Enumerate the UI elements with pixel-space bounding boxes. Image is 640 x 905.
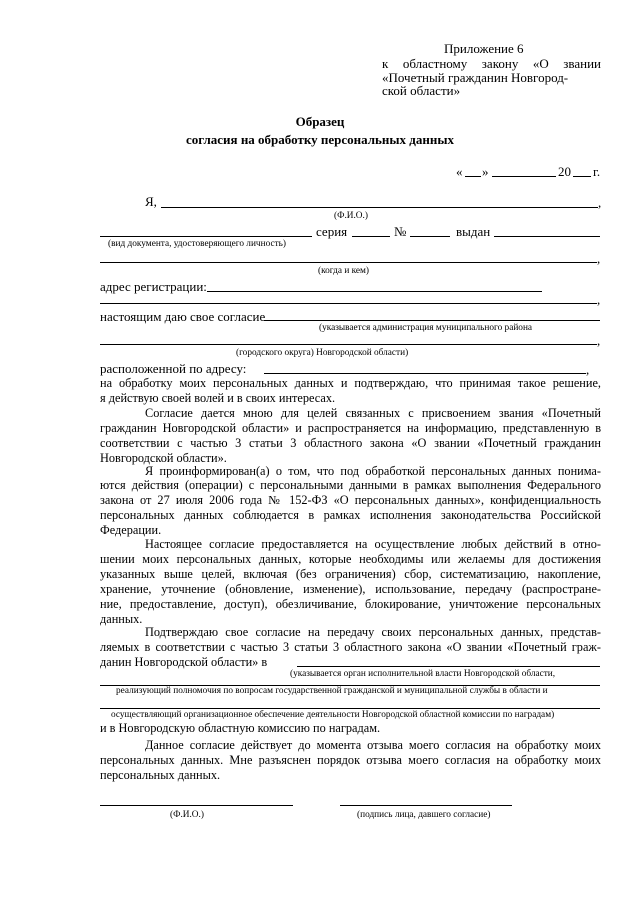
administration-caption: (указывается администрация муниципального района bbox=[319, 323, 533, 333]
document-subtitle: согласия на обработку персональных данных bbox=[185, 132, 455, 147]
paragraph-5-line: данин Новгородской области» в bbox=[100, 655, 268, 669]
issued-when-field[interactable] bbox=[100, 262, 597, 263]
paragraph-6-line: Данное согласие действует до момента отзыва моего согласия на обработку моих bbox=[145, 738, 601, 752]
organ-field-3[interactable] bbox=[100, 708, 600, 709]
paragraph-5-line: ляемых в соответствии с частью 3 статьи 3 областного закона «О звании «Почетный граж- bbox=[100, 640, 601, 654]
administration-field-2[interactable] bbox=[100, 344, 597, 345]
address-field[interactable] bbox=[207, 291, 542, 292]
commission-line: и в Новгородскую областную комиссию по наградам. bbox=[100, 721, 381, 735]
issued-by-field[interactable] bbox=[494, 236, 600, 237]
appendix-number: Приложение 6 bbox=[444, 41, 524, 56]
document-type-caption: (вид документа, удостоверяющего личность) bbox=[108, 239, 286, 249]
paragraph-3-line: Федерации. bbox=[100, 523, 162, 537]
issued-when-caption: (когда и кем) bbox=[318, 266, 370, 276]
paragraph-2-line: Согласие дается мною для целей связанных с присвоением звания «Почетный bbox=[145, 406, 601, 420]
comma: , bbox=[597, 333, 601, 348]
signature-field[interactable] bbox=[340, 805, 512, 806]
comma: , bbox=[586, 362, 590, 377]
paragraph-4-line: ние, предоставление, доступ), обезличивание, блокирование, уничтожение персональных bbox=[100, 597, 601, 611]
organ-caption: (указывается орган исполнительной власти Новгородской области, bbox=[290, 669, 556, 679]
document-type-field[interactable] bbox=[100, 236, 312, 237]
located-label: расположенной по адресу: bbox=[100, 361, 247, 376]
organ-caption-3: осуществляющий организационное обеспечение деятельности Новгородской областной комиссии по наградам) bbox=[111, 710, 555, 720]
fio-field[interactable] bbox=[161, 207, 598, 208]
paragraph-4-line: Настоящее согласие предоставляется на осуществление любых действий в отно- bbox=[145, 537, 601, 551]
paragraph-4-line: данных. bbox=[100, 612, 143, 626]
appendix-law-line: к областному закону «О звании bbox=[382, 56, 601, 71]
number-label: № bbox=[394, 224, 407, 239]
date-month-field[interactable] bbox=[492, 176, 556, 177]
paragraph-2-line: гражданин Новгородской области» и распространяется на информацию, представленную в bbox=[100, 421, 601, 435]
paragraph-4-line: шении моих персональных данных, которые необходимы или желаемы для достижения bbox=[100, 552, 601, 566]
signature-caption: (подпись лица, давшего согласие) bbox=[357, 810, 491, 820]
series-label: серия bbox=[316, 224, 348, 239]
fio-caption: (Ф.И.О.) bbox=[334, 211, 368, 221]
paragraph-3-line: персональных данных соблюдается в рамках исполнения законодательства Российской bbox=[100, 508, 601, 522]
issued-label: выдан bbox=[456, 224, 491, 239]
paragraph-2-line: Новгородской области». bbox=[100, 451, 227, 465]
date-year-field[interactable] bbox=[573, 176, 591, 177]
organ-field[interactable] bbox=[297, 666, 600, 667]
comma: , bbox=[597, 292, 601, 307]
paragraph-6-line: персональных данных. Мне разъяснен порядок отзыва моего согласия на обработку моих bbox=[100, 753, 601, 767]
date-year-suffix: г. bbox=[593, 164, 601, 179]
comma: , bbox=[598, 195, 602, 210]
signature-fio-field[interactable] bbox=[100, 805, 293, 806]
series-field[interactable] bbox=[352, 236, 390, 237]
signature-fio-caption: (Ф.И.О.) bbox=[170, 810, 204, 820]
paragraph-3-line: ются действия (операции) с персональными данными в рамках выполнения Федерального bbox=[100, 478, 601, 492]
paragraph-3-line: Я проинформирован(а) о том, что под обработкой персональных данных понима- bbox=[145, 464, 601, 478]
paragraph-1-line: на обработку моих персональных данных и подтверждаю, что принимая такое решение, bbox=[100, 376, 601, 390]
appendix-law-line-3: ской области» bbox=[382, 83, 461, 98]
paragraph-1-line: я действую своей волей и в своих интересах. bbox=[100, 391, 336, 405]
organ-caption-2: реализующий полномочия по вопросам государственной гражданской и муниципальной службы в области и bbox=[116, 686, 548, 696]
comma: , bbox=[597, 251, 601, 266]
paragraph-4-line: хранение, уточнение (обновление, изменение), использование, передачу (распростране- bbox=[100, 582, 601, 596]
date-year-prefix: 20 bbox=[558, 164, 571, 179]
address-field-2[interactable] bbox=[100, 303, 597, 304]
administration-caption-2: (городского округа) Новгородской области) bbox=[236, 348, 409, 358]
number-field[interactable] bbox=[410, 236, 450, 237]
date-open-quote: « bbox=[456, 164, 463, 179]
paragraph-2-line: соответствии с частью 3 статьи 3 областного закона «О звании «Почетный гражданин bbox=[100, 436, 601, 450]
paragraph-5-line: Подтверждаю свое согласие на передачу своих персональных данных, представ- bbox=[145, 625, 601, 639]
consent-intro: настоящим даю свое согласие bbox=[100, 309, 266, 324]
paragraph-6-line: персональных данных. bbox=[100, 768, 221, 782]
paragraph-4-line: указанных выше целей, включая (без ограничения) сбор, систематизацию, накопление, bbox=[100, 567, 601, 581]
appendix-law-line-2: «Почетный гражданин Новгород- bbox=[382, 70, 569, 85]
ya-label: Я, bbox=[145, 194, 157, 209]
administration-field[interactable] bbox=[264, 320, 600, 321]
address-label: адрес регистрации: bbox=[100, 279, 207, 294]
date-day-field[interactable] bbox=[465, 176, 481, 177]
document-title: Образец bbox=[295, 114, 345, 129]
located-address-field[interactable] bbox=[264, 373, 586, 374]
date-close-quote: » bbox=[482, 164, 489, 179]
paragraph-3-line: закона от 27 июля 2006 года № 152-ФЗ «О персональных данных», конфиденциальность bbox=[100, 493, 601, 507]
